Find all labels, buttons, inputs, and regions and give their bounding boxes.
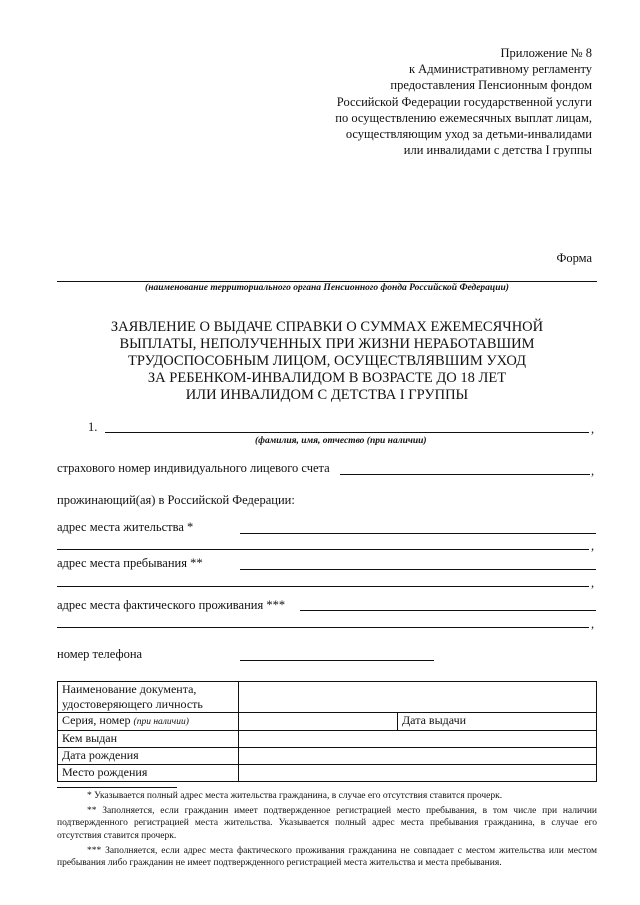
appendix-line: Приложение № 8 (500, 46, 592, 60)
document-title (80, 319, 574, 404)
footnote: * Указывается полный адрес места жительства гражданина, в случае его отсутствия ставится прочерк. (87, 791, 503, 801)
organ-name-field[interactable] (57, 281, 597, 282)
stay-label: адрес места пребывания ** (57, 556, 203, 570)
appendix-line: Российской Федерации государственной услуги (336, 94, 592, 109)
doc-name-label: Наименование документа, удостоверяющего личность (58, 682, 239, 713)
organ-name-caption: (наименование территориального органа Пенсионного фонда Российской Федерации) (145, 283, 509, 293)
birth-date-label: Дата рождения (58, 748, 239, 765)
stay-field[interactable] (240, 569, 596, 570)
table-row (58, 748, 597, 765)
footnote: *** Заполняется, если адрес места фактического проживания гражданина не совпадает с местом жительства или местом пребывания либо гражданин не имеет подтвержденного регистрацией места жительства и места пребывания. (57, 845, 597, 869)
issue-date-label: Дата выдачи (402, 713, 467, 727)
title-line: ТРУДОСПОСОБНЫМ ЛИЦОМ, ОСУЩЕСТВЛЯВШИМ УХОД (128, 353, 526, 369)
phone-field[interactable] (240, 660, 434, 661)
series-note: (при наличии) (133, 717, 189, 727)
issue-date-cell[interactable] (398, 713, 597, 731)
issued-by-label: Кем выдан (58, 731, 239, 748)
appendix-line: предоставления Пенсионным фондом (390, 78, 592, 93)
phone-label: номер телефона (57, 647, 143, 661)
form-label: Форма (556, 251, 592, 265)
resident-label: прожинающий(ая) в Российской Федерации: (57, 493, 295, 507)
residence-field[interactable] (240, 533, 596, 534)
series-number-cell[interactable] (239, 713, 398, 731)
appendix-line: осуществляющим уход за детьми-инвалидами (345, 127, 592, 142)
fio-caption: (фамилия, имя, отчество (при наличии) (255, 436, 427, 446)
fio-field[interactable] (105, 432, 589, 433)
appendix-header (335, 45, 592, 158)
residence-label: адрес места жительства * (57, 520, 194, 534)
comma: , (591, 422, 595, 436)
stay-field-continued[interactable] (57, 586, 589, 587)
series-number-label (58, 713, 239, 731)
doc-name-cell[interactable] (239, 682, 597, 713)
comma: , (591, 464, 595, 478)
appendix-line: или инвалидами с детства I группы (403, 143, 592, 158)
footnote: ** Заполняется, если гражданин имеет подтвержденное регистрацией место пребывания, в том числе при наличии подтвержденного регистрацией места жительства. Указывается полный адрес места пребывания гражданина, в случае его отсутствия ставится прочерк. (57, 806, 597, 841)
comma: , (591, 576, 595, 590)
snils-label: страхового номер индивидуального лицевого счета (57, 461, 330, 475)
issued-by-cell[interactable] (239, 731, 597, 748)
title-line: ИЛИ ИНВАЛИДОМ С ДЕТСТВА I ГРУППЫ (185, 387, 469, 403)
birth-place-label: Место рождения (58, 765, 239, 782)
title-line: ЗА РЕБЕНКОМ-ИНВАЛИДОМ В ВОЗРАСТЕ ДО 18 ЛЕТ (147, 370, 507, 386)
table-row (58, 682, 597, 713)
table-row (58, 713, 597, 731)
actual-address-field[interactable] (300, 610, 596, 611)
table-row (58, 731, 597, 748)
snils-field[interactable] (340, 474, 590, 475)
birth-place-cell[interactable] (239, 765, 597, 782)
series-number-text: Серия, номер (62, 713, 131, 727)
title-line: ВЫПЛАТЫ, НЕПОЛУЧЕННЫХ ПРИ ЖИЗНИ НЕРАБОТАВШИМ (119, 336, 535, 352)
comma: , (591, 617, 595, 631)
title-line: ЗАЯВЛЕНИЕ О ВЫДАЧЕ СПРАВКИ О СУММАХ ЕЖЕМЕСЯЧНОЙ (110, 319, 544, 335)
table-row (58, 765, 597, 782)
birth-date-cell[interactable] (239, 748, 597, 765)
actual-address-field-continued[interactable] (57, 627, 589, 628)
residence-field-continued[interactable] (57, 549, 589, 550)
actual-address-label: адрес места фактического проживания *** (57, 598, 286, 612)
footnote-separator (57, 787, 177, 788)
footnotes (57, 790, 597, 872)
item-number: 1. (88, 420, 98, 434)
comma: , (591, 539, 595, 553)
appendix-line: к Административному регламенту (408, 62, 592, 77)
identity-document-table (57, 681, 597, 782)
appendix-line: по осуществлению ежемесячных выплат лицам, (335, 110, 592, 125)
